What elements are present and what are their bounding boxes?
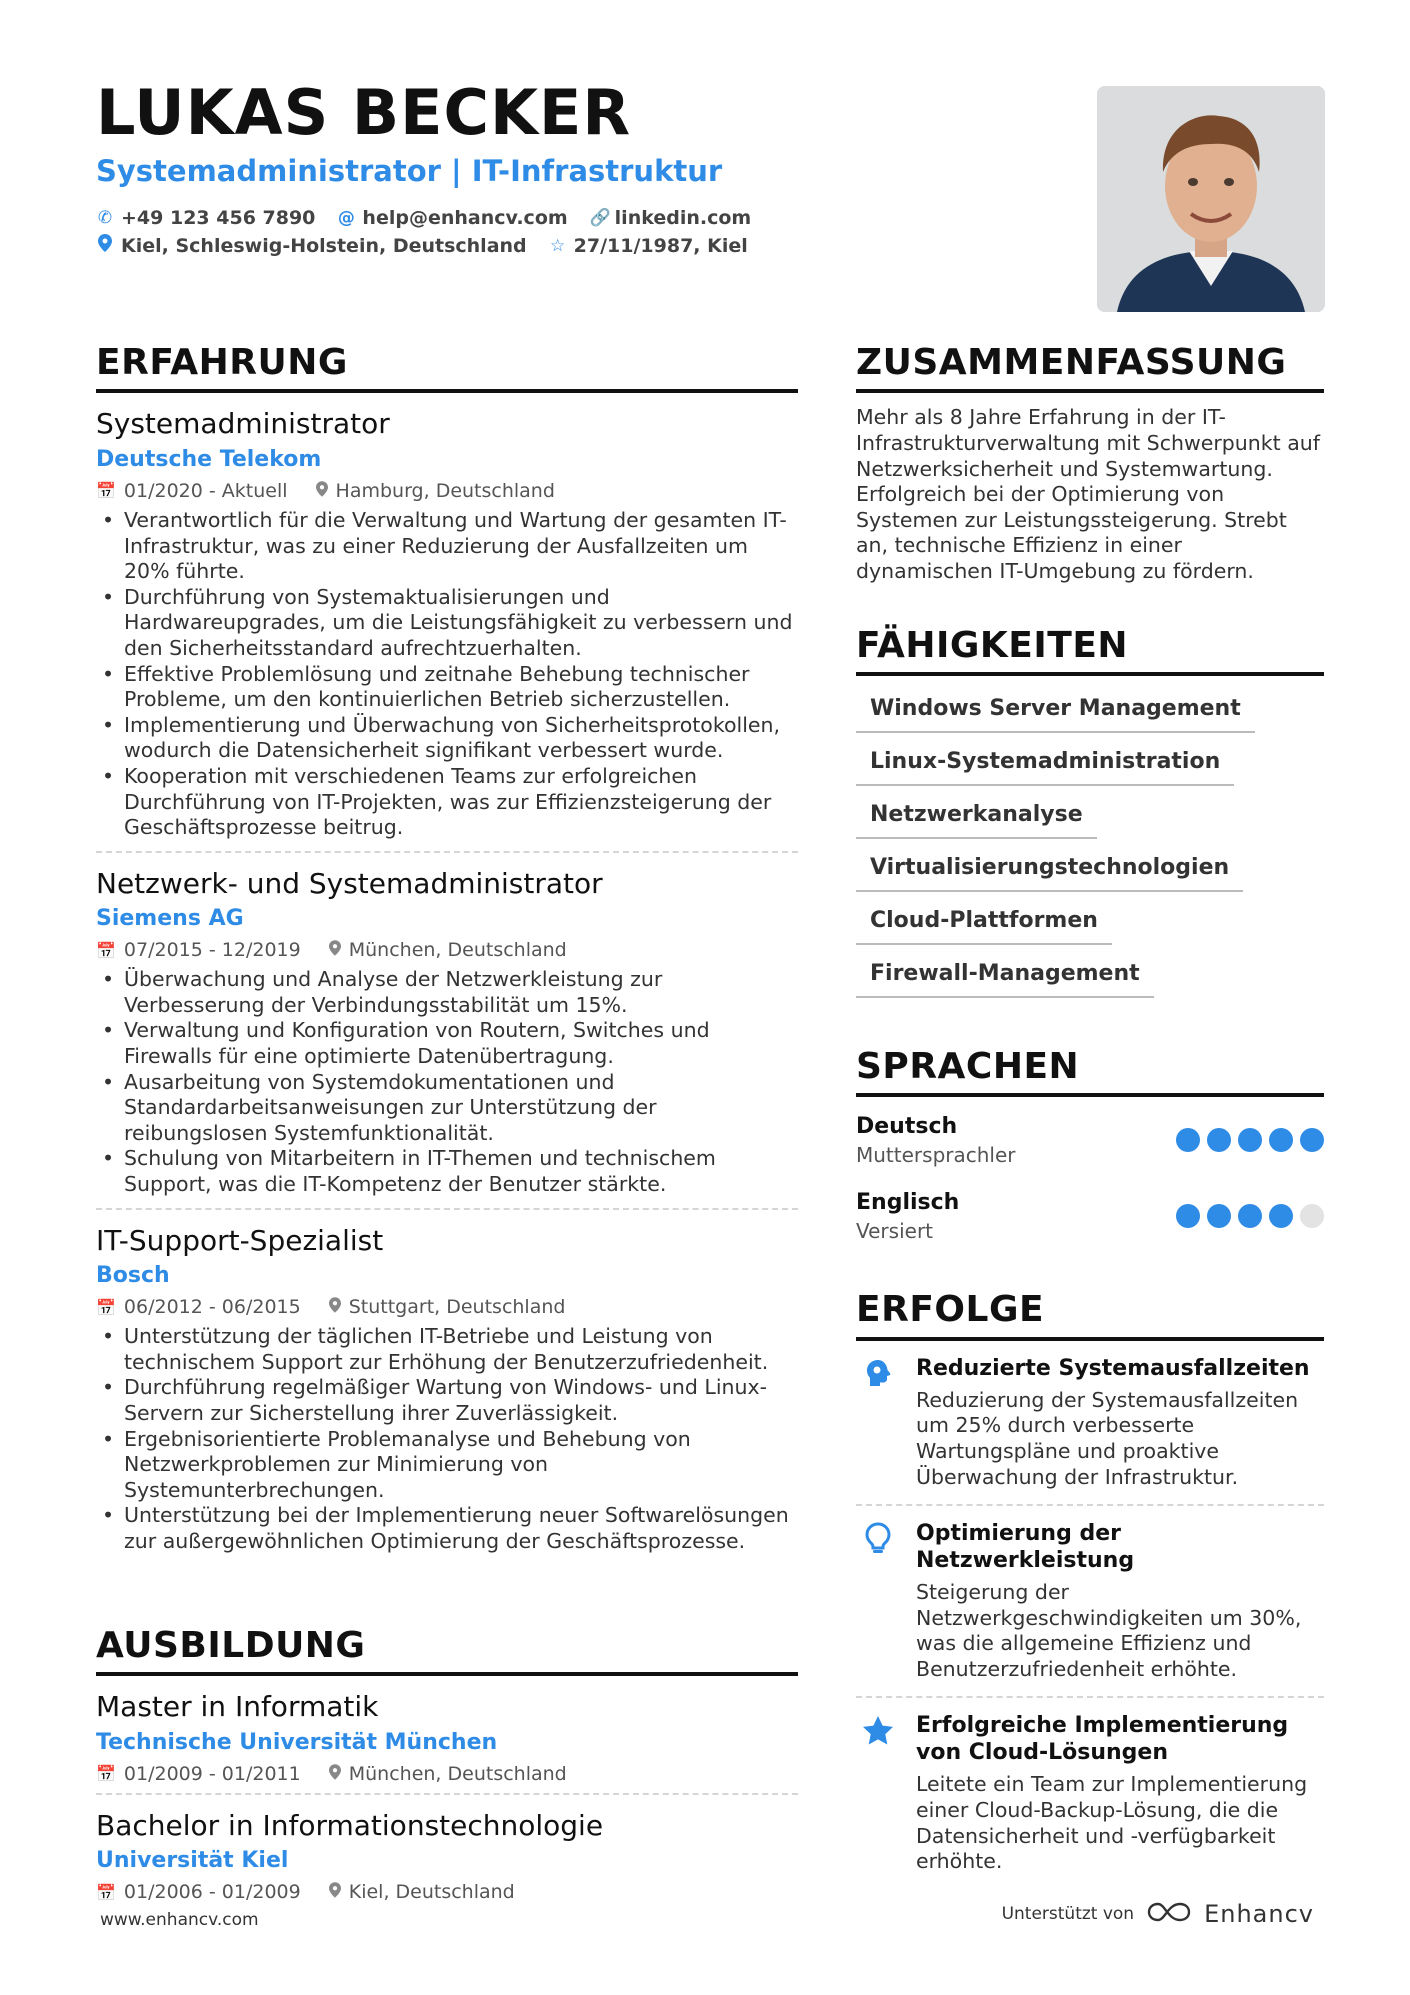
right-column — [856, 342, 1324, 1889]
map-pin-icon — [329, 940, 341, 960]
job-title: Systemadministrator — [96, 407, 390, 441]
star-icon — [856, 1712, 900, 1874]
language-entry — [856, 1183, 1324, 1249]
job-bullets — [96, 508, 798, 841]
portrait-image — [1097, 86, 1325, 312]
achievement-desc: Reduzierung der Systemausfallzeiten um 25% durch verbesserte Wartungspläne und proaktive Überwachung der Infrastruktur. — [916, 1387, 1299, 1489]
achievements-heading: ERFOLGE — [856, 1289, 1324, 1340]
job-location: Stuttgart, Deutschland — [348, 1296, 566, 1319]
language-rating — [1176, 1204, 1324, 1228]
date-item — [96, 939, 301, 961]
experience-entry — [96, 393, 798, 852]
calendar-icon: 📅 — [96, 1297, 116, 1317]
linkedin-item[interactable] — [590, 207, 752, 229]
summary-heading: ZUSAMMENFASSUNG — [856, 342, 1324, 393]
skill-tag: Netzwerkanalyse — [856, 790, 1097, 839]
map-pin-icon — [96, 234, 114, 257]
rating-dot-filled — [1207, 1204, 1231, 1228]
education-location-item — [329, 1763, 567, 1785]
date-item — [96, 1881, 301, 1903]
job-dates: 01/2020 - Aktuell — [123, 479, 288, 502]
achievement-desc: Steigerung der Netzwerkgeschwindigkeiten um 30%, was die allgemeine Effizienz und Benutzerzufriedenheit erhöhte. — [916, 1580, 1302, 1681]
job-dates: 07/2015 - 12/2019 — [123, 939, 301, 962]
location-item — [96, 234, 527, 257]
education-dates: 01/2009 - 01/2011 — [123, 1762, 301, 1785]
job-meta — [96, 480, 798, 502]
education-location-item — [329, 1881, 515, 1903]
profile-photo — [1097, 86, 1325, 312]
bullet-item: • Ausarbeitung von Systemdokumentationen und Standardarbeitsanweisungen zur Unterstützung der reibungslosen Systemfunktionalität. — [96, 1070, 798, 1147]
rating-dot-filled — [1176, 1204, 1200, 1228]
degree-title: Bachelor in Informationstechnologie — [96, 1808, 604, 1842]
language-info — [856, 1190, 959, 1243]
head-icon — [856, 1355, 900, 1490]
phone-icon: ✆ — [97, 208, 113, 228]
rating-dot-filled — [1207, 1128, 1231, 1152]
degree-title: Master in Informatik — [96, 1689, 379, 1723]
phone-text: +49 123 456 7890 — [121, 207, 316, 229]
job-title: IT-Support-Spezialist — [96, 1223, 384, 1257]
footer-branding — [1002, 1900, 1314, 1928]
job-title: Netzwerk- und Systemadministrator — [96, 866, 603, 900]
experience-entry — [96, 1210, 798, 1565]
date-item — [96, 1763, 301, 1785]
skills-heading: FÄHIGKEITEN — [856, 625, 1324, 676]
achievement-title: Erfolgreiche Implementierung von Cloud-Lösungen — [916, 1713, 1289, 1766]
map-pin-icon — [329, 1882, 341, 1902]
bullet-item: • Durchführung von Systemaktualisierungen und Hardwareupgrades, um die Leistungsfähigkeit zu verbessern und den Sicherheitsstandard aufrechtzuerhalten. — [96, 585, 798, 662]
language-rating — [1176, 1128, 1324, 1152]
email-item[interactable] — [337, 207, 567, 229]
link-icon: 🔗 — [589, 208, 611, 228]
left-column — [96, 342, 798, 1911]
education-location: Kiel, Deutschland — [348, 1881, 515, 1904]
education-heading: AUSBILDUNG — [96, 1625, 798, 1676]
language-level: Versiert — [856, 1218, 934, 1243]
achievement-body — [916, 1355, 1324, 1490]
calendar-icon: 📅 — [96, 940, 116, 960]
job-meta — [96, 939, 798, 961]
map-pin-icon — [316, 481, 328, 501]
map-pin-icon — [329, 1297, 341, 1317]
bullet-item: • Implementierung und Überwachung von Sicherheitsprotokollen, wodurch die Datensicherheit signifikant verbessert wurde. — [96, 713, 798, 764]
birth-text: 27/11/1987, Kiel — [573, 234, 748, 257]
lightbulb-icon — [856, 1520, 900, 1682]
languages-heading: SPRACHEN — [856, 1046, 1324, 1097]
summary-text: Mehr als 8 Jahre Erfahrung in der IT-Infrastrukturverwaltung mit Schwerpunkt auf Netzwerksicherheit und Systemwartung. Erfolgreich bei der Optimierung von Systemen zur Leistungssteigerung. Strebt an, technische Effizienz in einer dynamischen IT-Umgebung zu fördern. — [856, 405, 1320, 583]
skill-tag: Virtualisierungstechnologien — [856, 843, 1243, 892]
rating-dot-filled — [1176, 1128, 1200, 1152]
location-text: Kiel, Schleswig-Holstein, Deutschland — [121, 234, 527, 257]
star-outline-icon: ☆ — [550, 235, 566, 256]
rating-dot-filled — [1269, 1204, 1293, 1228]
calendar-icon: 📅 — [96, 481, 116, 501]
bullet-item: • Unterstützung der täglichen IT-Betriebe und Leistung von technischem Support zur Erhöhung der Benutzerzufriedenheit. — [96, 1324, 798, 1375]
bullet-item: • Unterstützung bei der Implementierung neuer Softwarelösungen zur außergewöhnlichen Optimierung der Geschäftsprozesse. — [96, 1503, 798, 1554]
job-location: München, Deutschland — [348, 939, 567, 962]
birth-item — [549, 234, 748, 257]
education-entry — [96, 1795, 798, 1912]
phone-item[interactable] — [96, 207, 315, 229]
achievement-entry — [856, 1341, 1324, 1506]
footer-website[interactable]: www.enhancv.com — [100, 1910, 259, 1930]
rating-dot-filled — [1238, 1204, 1262, 1228]
school-name: Universität Kiel — [96, 1848, 289, 1874]
skill-tag: Cloud-Plattformen — [856, 896, 1112, 945]
skill-tag: Firewall-Management — [856, 949, 1154, 998]
achievement-title: Reduzierte Systemausfallzeiten — [916, 1355, 1310, 1381]
skill-tag: Windows Server Management — [856, 684, 1255, 733]
education-meta — [96, 1763, 798, 1785]
map-pin-icon — [329, 1764, 341, 1784]
job-location: Hamburg, Deutschland — [335, 479, 555, 502]
linkedin-text: linkedin.com — [614, 207, 752, 229]
email-text: help@enhancv.com — [362, 207, 568, 229]
bullet-item: • Verantwortlich für die Verwaltung und Wartung der gesamten IT-Infrastruktur, was zu einer Reduzierung der Ausfallzeiten um 20% führte. — [96, 508, 798, 585]
at-icon: @ — [337, 208, 355, 228]
company-name: Siemens AG — [96, 906, 244, 932]
bullet-item: • Effektive Problemlösung und zeitnahe Behebung technischer Probleme, um den kontinuierlichen Betrieb sicherzustellen. — [96, 662, 798, 713]
achievement-body — [916, 1520, 1324, 1682]
company-name: Bosch — [96, 1263, 170, 1289]
experience-heading: ERFAHRUNG — [96, 342, 798, 393]
education-location: München, Deutschland — [348, 1762, 567, 1785]
bullet-item: • Überwachung und Analyse der Netzwerkleistung zur Verbesserung der Verbindungsstabilität um 15%. — [96, 967, 798, 1018]
calendar-icon: 📅 — [96, 1764, 116, 1784]
candidate-name: LUKAS BECKER — [96, 76, 632, 149]
language-name: Englisch — [856, 1189, 960, 1215]
achievement-entry — [856, 1698, 1324, 1888]
skill-tag: Linux-Systemadministration — [856, 737, 1234, 786]
brand-name: Enhancv — [1204, 1900, 1314, 1928]
bullet-item: • Ergebnisorientierte Problemanalyse und Behebung von Netzwerkproblemen zur Minimierung von Systemunterbrechungen. — [96, 1427, 798, 1504]
language-info — [856, 1114, 1016, 1167]
education-entry — [96, 1676, 798, 1795]
bullet-item: • Durchführung regelmäßiger Wartung von Windows- und Linux-Servern zur Sicherstellung ihrer Zuverlässigkeit. — [96, 1375, 798, 1426]
rating-dot-filled — [1300, 1128, 1324, 1152]
powered-by-text: Unterstützt von — [1001, 1904, 1135, 1924]
job-location-item — [329, 1296, 566, 1318]
job-dates: 06/2012 - 06/2015 — [123, 1296, 301, 1319]
bullet-item: • Verwaltung und Konfiguration von Routern, Switches und Firewalls für eine optimierte Datenübertragung. — [96, 1018, 798, 1069]
enhancv-logo-icon — [1146, 1901, 1192, 1928]
bullet-item: • Schulung von Mitarbeitern in IT-Themen und technischem Support, was die IT-Kompetenz der Benutzer stärkte. — [96, 1146, 798, 1197]
achievement-title: Optimierung der Netzwerkleistung — [916, 1521, 1135, 1574]
date-item — [96, 480, 288, 502]
achievement-desc: Leitete ein Team zur Implementierung einer Cloud-Backup-Lösung, die die Datensicherheit und -verfügbarkeit erhöhte. — [916, 1772, 1308, 1874]
language-name: Deutsch — [856, 1113, 958, 1139]
rating-dot-empty — [1300, 1204, 1324, 1228]
job-location-item — [329, 939, 567, 961]
school-name: Technische Universität München — [96, 1729, 498, 1755]
rating-dot-filled — [1238, 1128, 1262, 1152]
achievement-body — [916, 1712, 1324, 1874]
experience-entry — [96, 853, 798, 1210]
job-bullets — [96, 1324, 798, 1554]
education-meta — [96, 1881, 798, 1903]
achievement-entry — [856, 1506, 1324, 1698]
contact-row-1 — [96, 207, 751, 229]
education-dates: 01/2006 - 01/2009 — [123, 1881, 301, 1904]
job-meta — [96, 1296, 798, 1318]
company-name: Deutsche Telekom — [96, 446, 322, 472]
language-level: Muttersprachler — [856, 1142, 1016, 1167]
contact-row-2 — [96, 234, 748, 257]
language-entry — [856, 1107, 1324, 1173]
calendar-icon: 📅 — [96, 1882, 116, 1902]
rating-dot-filled — [1269, 1128, 1293, 1152]
candidate-headline: Systemadministrator | IT-Infrastruktur — [96, 154, 723, 188]
job-location-item — [316, 480, 555, 502]
skills-list — [856, 684, 1324, 1002]
job-bullets — [96, 967, 798, 1197]
date-item — [96, 1296, 301, 1318]
bullet-item: • Kooperation mit verschiedenen Teams zur erfolgreichen Durchführung von IT-Projekten, was zur Effizienzsteigerung der Geschäftsprozesse beitrug. — [96, 764, 798, 841]
